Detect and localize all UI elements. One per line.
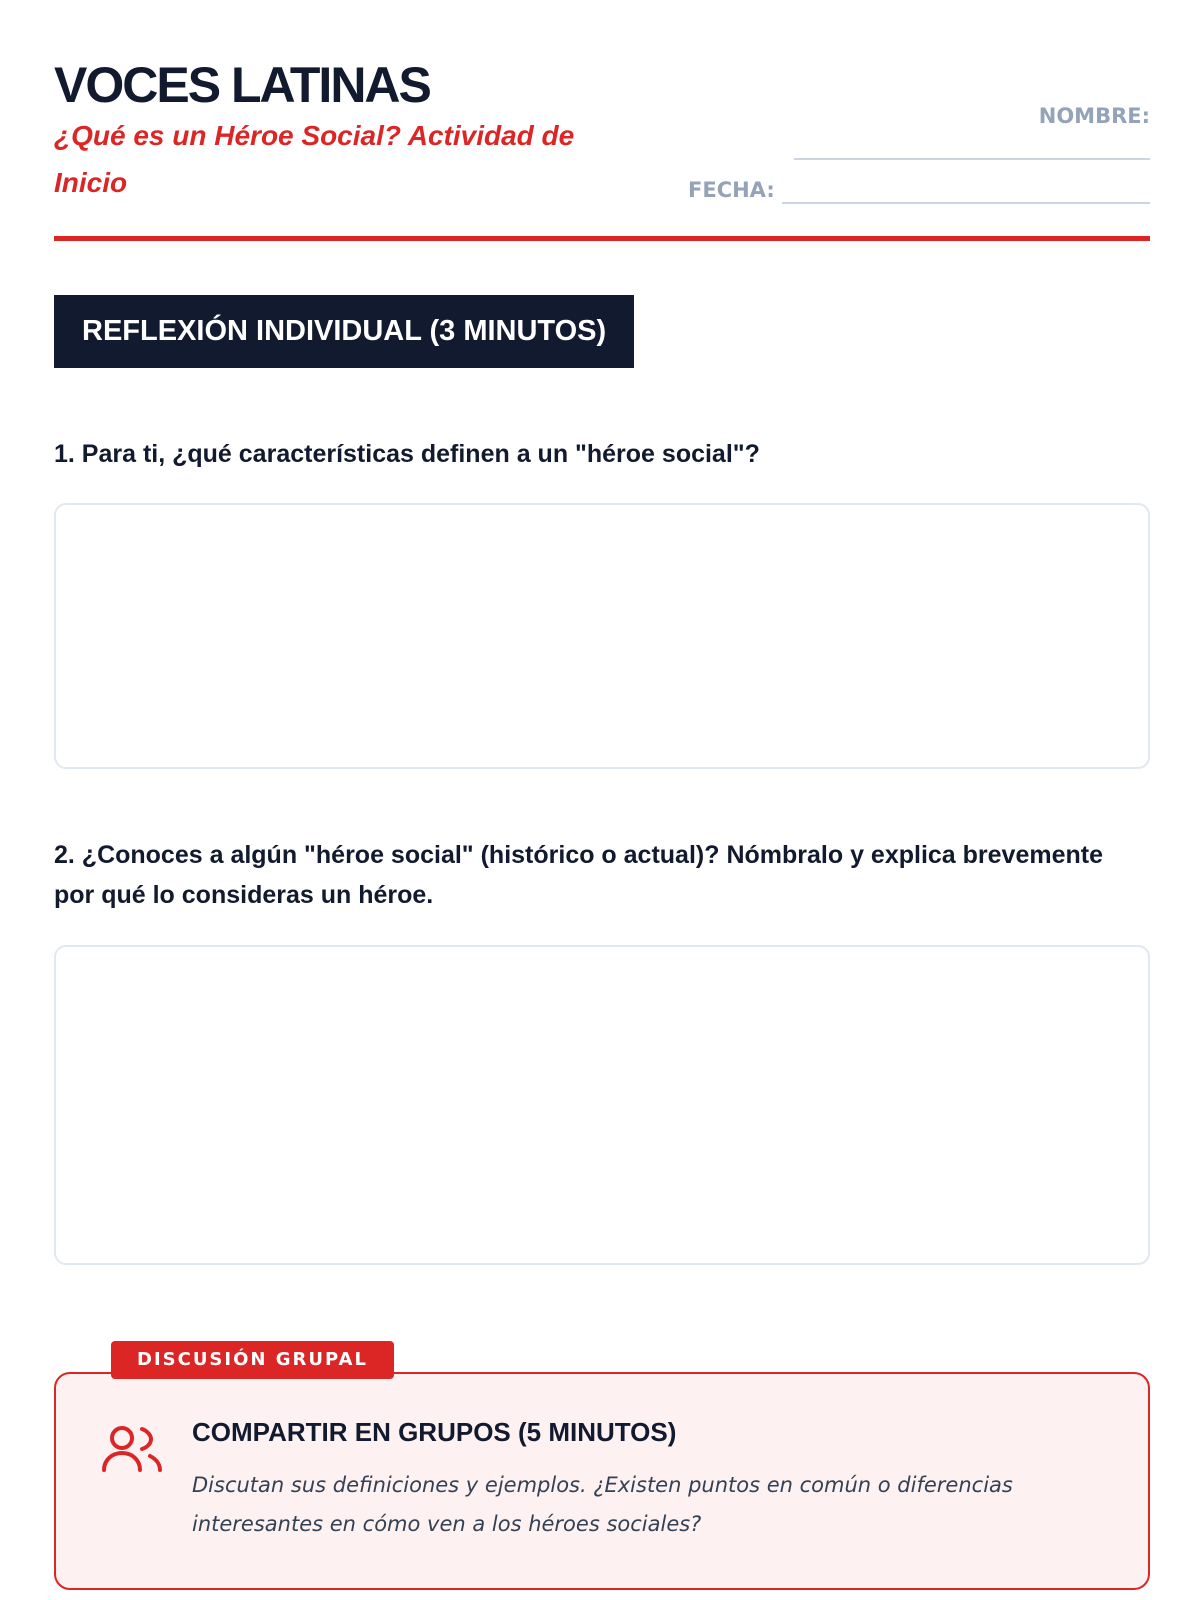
worksheet-page — [54, 0, 1150, 1600]
discussion-card — [54, 1372, 1150, 1590]
question-2: 2. ¿Conoces a algún "héroe social" (histórico o actual)? Nómbralo y explica brevemente por qué lo consideras un héroe. — [54, 841, 1103, 909]
name-field-label: NOMBRE: — [1038, 104, 1150, 128]
question-1: 1. Para ti, ¿qué características definen a un "héroe social"? — [54, 440, 760, 468]
activity-subtitle: ¿Qué es un Héroe Social? Actividad de Inicio — [54, 120, 575, 198]
section-heading: REFLEXIÓN INDIVIDUAL (3 MINUTOS) — [54, 295, 634, 368]
discussion-title: COMPARTIR EN GRUPOS (5 MINUTOS) — [192, 1417, 677, 1447]
answer-box-1[interactable] — [54, 503, 1150, 769]
worksheet-header — [54, 0, 1150, 242]
header-divider — [54, 236, 1150, 241]
date-field-label: FECHA: — [688, 178, 775, 202]
discussion-instructions: Discutan sus definiciones y ejemplos. ¿Existen puntos en común o diferencias interesantes en cómo ven a los héroes sociales? — [192, 1473, 1013, 1536]
brand-title: VOCES LATINAS — [54, 57, 430, 113]
name-field-line[interactable] — [794, 158, 1150, 160]
answer-box-2[interactable] — [54, 945, 1150, 1265]
discussion-tag: DISCUSIÓN GRUPAL — [111, 1341, 394, 1379]
date-field-line[interactable] — [782, 202, 1150, 204]
users-icon — [100, 1422, 164, 1486]
